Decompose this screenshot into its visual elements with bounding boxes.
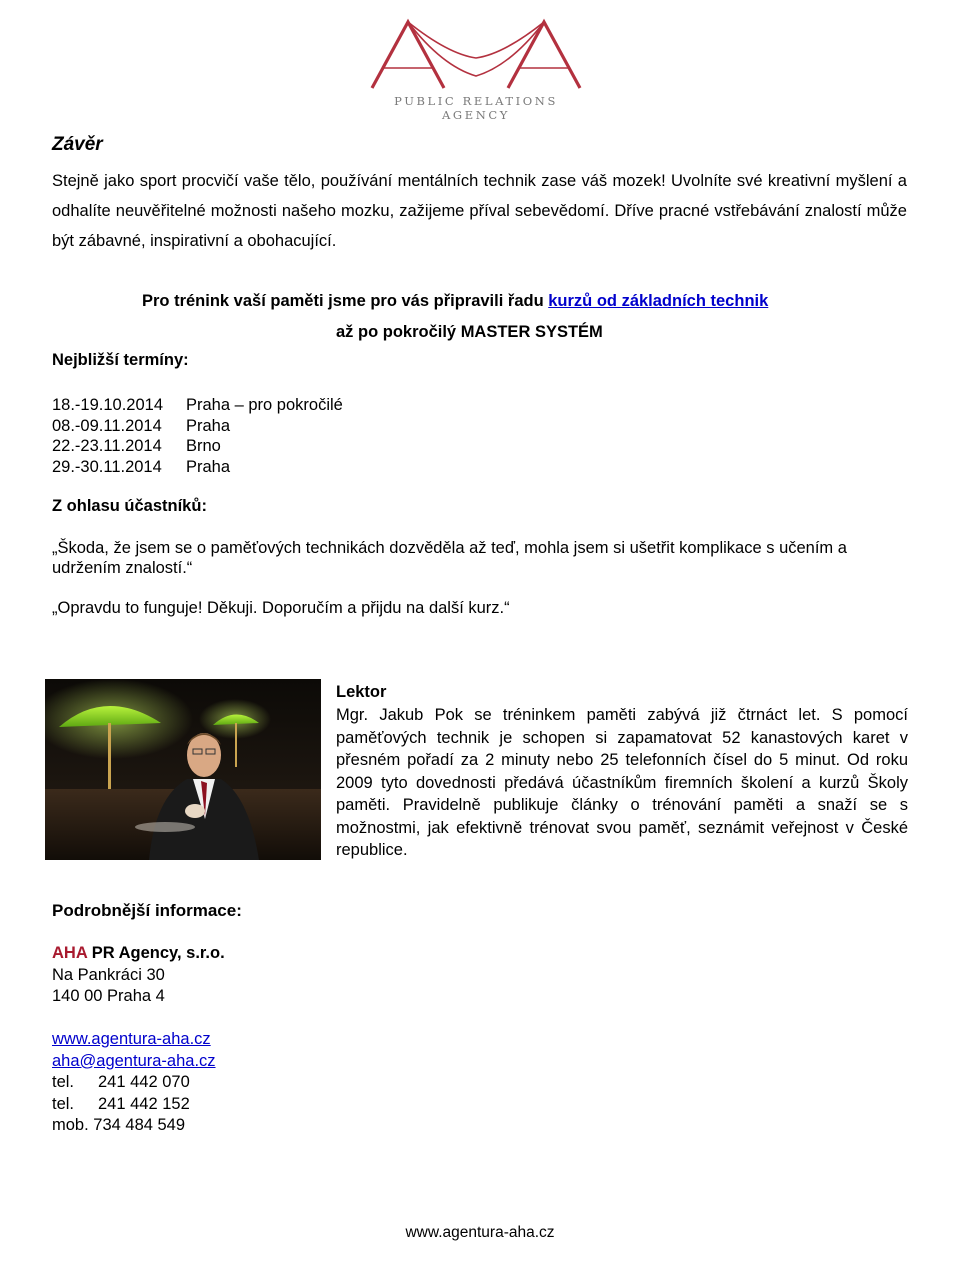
testimonial-quote-2: „Opravdu to funguje! Děkuji. Doporučím a přijdu na další kurz.“: [52, 599, 510, 617]
conclusion-heading: Závěr: [52, 134, 103, 155]
phone-number: 241 442 070: [98, 1073, 190, 1091]
term-date: 29.-30.11.2014: [52, 457, 162, 476]
lecturer-photo-illustration: [45, 679, 321, 860]
terms-heading: Nejbližší termíny:: [52, 351, 189, 369]
address-city: 140 00 Praha 4: [52, 987, 165, 1005]
aha-logo-mark: [368, 14, 584, 92]
lecturer-bio: Mgr. Jakub Pok se tréninkem paměti zabývá již čtrnáct let. S pomocí paměťových technik je schopen si zapamatovat 52 kanastových karet v přesném pořadí za 2 minuty nebo 25 telefonních čísel do 5 minut. Od roku 2009 tyto dovednosti předává účastníkům firemních školení a kurzů Školy paměti. Pravidelně publikuje články o trénování paměti a snaží se s možnostmi, jak efektivně trénovat svou paměť, seznámit veřejnost v České republice.: [336, 706, 908, 859]
promo-prefix: Pro trénink vaší paměti jsme pro vás připravili řadu: [142, 292, 549, 310]
company-name-rest: PR Agency, s.r.o.: [87, 944, 225, 962]
footer-url: www.agentura-aha.cz: [405, 1224, 555, 1241]
phone-label: tel.: [52, 1094, 75, 1113]
promo-line: [142, 292, 768, 311]
aha-logo: [368, 14, 584, 122]
mobile-label: mob.: [52, 1116, 89, 1134]
lecturer-photo: [45, 679, 321, 860]
lecturer-heading: Lektor: [336, 683, 387, 701]
term-row: [52, 395, 343, 416]
promo-line-2: až po pokročilý MASTER SYSTÉM: [336, 323, 603, 341]
company-name: [52, 943, 225, 965]
courses-link[interactable]: kurzů od základních technik: [548, 292, 769, 310]
testimonials-heading: Z ohlasu účastníků:: [52, 497, 207, 515]
phone-label: tel.: [52, 1073, 75, 1091]
info-heading: Podrobnější informace:: [52, 901, 242, 920]
company-name-brand: AHA: [52, 944, 88, 962]
conclusion-paragraph: Stejně jako sport procvičí vaše tělo, používání mentálních technik zase váš mozek! Uvolníte své kreativní myšlení a odhalíte neuvěřitelné možnosti našeho mozku, zažijeme příval sebevědomí. Dříve pracné vstřebávání znalostí může být zábavné, inspirativní a obohacující.: [52, 172, 907, 250]
mobile: [52, 1115, 225, 1137]
term-place: Praha: [186, 457, 231, 476]
address-street: Na Pankráci 30: [52, 965, 165, 984]
contact-block: [52, 943, 225, 1137]
phone-number: 241 442 152: [98, 1094, 190, 1113]
terms-list: [52, 395, 343, 477]
term-date: 22.-23.11.2014: [52, 437, 162, 455]
testimonial-quote-1: „Škoda, že jsem se o paměťových technikách dozvěděla až teď, mohla jsem si ušetřit komplikace s učením a udržením znalostí.“: [52, 539, 847, 577]
term-place: Praha: [186, 416, 231, 435]
term-row: [52, 436, 343, 457]
term-place: Praha – pro pokročilé: [186, 396, 343, 414]
term-place: Brno: [186, 437, 221, 455]
term-date: 08.-09.11.2014: [52, 416, 162, 435]
term-date: 18.-19.10.2014: [52, 396, 164, 414]
email-link[interactable]: aha@agentura-aha.cz: [52, 1051, 216, 1070]
logo-subtitle: PUBLIC RELATIONS AGENCY: [394, 94, 558, 122]
term-row: [52, 457, 343, 478]
mobile-number: 734 484 549: [93, 1116, 186, 1134]
term-row: [52, 416, 343, 437]
phone-2: [52, 1094, 225, 1116]
website-link[interactable]: www.agentura-aha.cz: [52, 1030, 211, 1048]
phone-1: [52, 1072, 225, 1094]
